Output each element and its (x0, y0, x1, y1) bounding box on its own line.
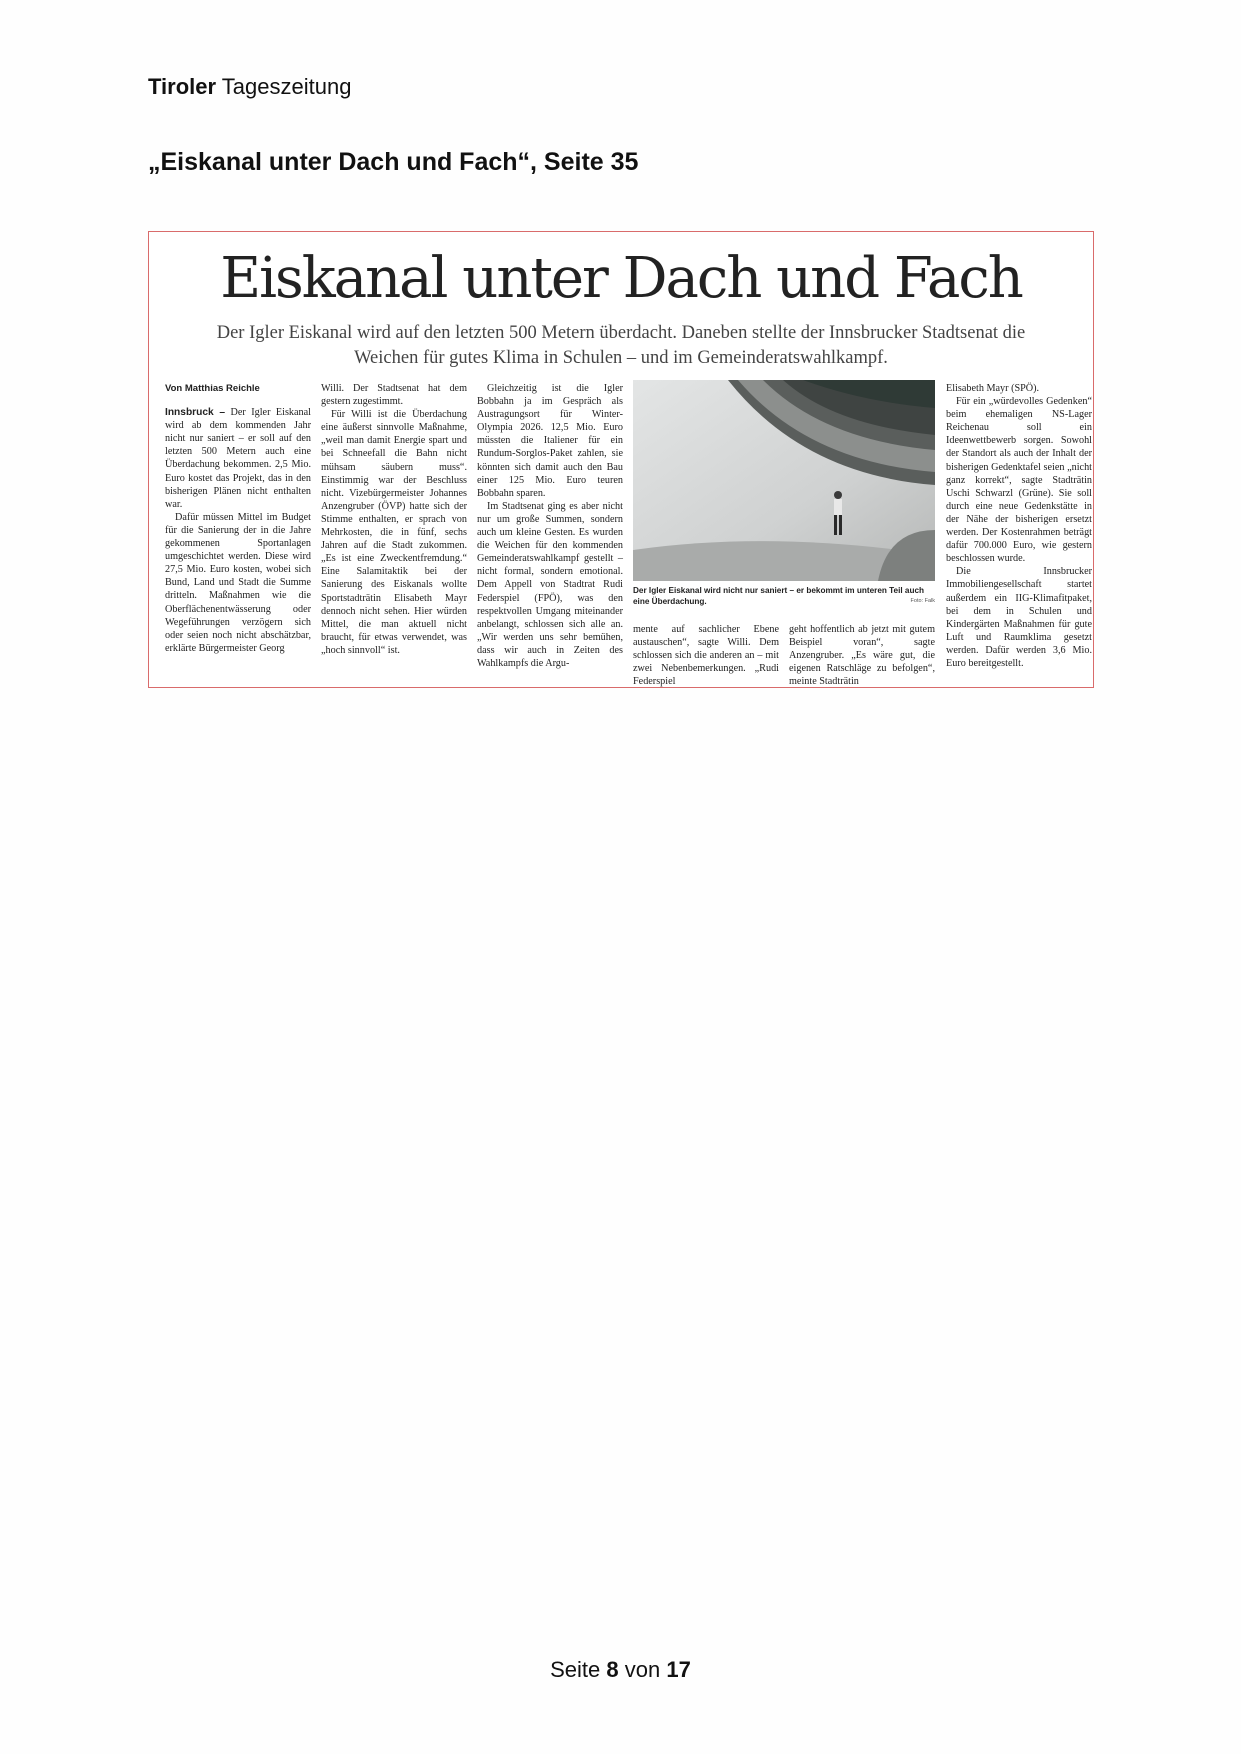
article-column-3 (477, 382, 623, 670)
article-paragraph: mente auf sachlicher Ebene austauschen“, sagte Willi. Dem schlossen sich die anderen an – mit zwei Nebenbemerkungen. „Rudi Federspiel (633, 624, 779, 688)
article-paragraph: Für ein „würdevolles Gedenken“ beim ehemaligen NS-Lager Reichenau soll ein Ideenwettbewerb sorgen. Sowohl der Standort als auch der Inhalt der bisherigen Gedenktafel seien „nicht ganz korrekt“, sagte Stadträtin Uschi Schwarzl (Grüne). Sie soll durch eine neue Gedenkstätte in der Nähe der bisherigen ersetzt werden. Der Kostenrahmen beträgt dafür 700.000 Euro, wie gestern beschlossen wurde. (946, 396, 1092, 565)
article-paragraph: Die Innsbrucker Immobiliengesellschaft startet außerdem ein IIG-Klimafitpaket, bei dem in Schulen und Kindergärten Maßnahmen für gute Luft und Raumklima gesetzt werden. Dafür werden 3,6 Mio. Euro bereitgestellt. (946, 566, 1092, 669)
photo-illustration (633, 380, 935, 581)
bobsleigh-track-photo (633, 380, 935, 581)
article-column-6 (946, 382, 1092, 670)
photo-caption-text: Der Igler Eiskanal wird nicht nur saniert – er bekommt im unteren Teil auch eine Überdachung. (633, 586, 925, 606)
total-pages: 17 (666, 1657, 691, 1682)
newspaper-clipping (148, 231, 1094, 688)
article-reference: „Eiskanal unter Dach und Fach“, Seite 35 (148, 148, 639, 176)
byline: Von Matthias Reichle (165, 383, 260, 394)
article-paragraph: Dafür müssen Mittel im Budget für die Sanierung der in die Jahre gekommenen Sportanlagen umgeschichtet werden. Diese wird 27,5 Mio. Euro kosten, wobei sich Bund, Land und Stadt die Summe dritteln. Maßnahmen wie die Oberflächenentwässerung oder Wegeführungen verzögern sich oder seien noch nicht abschätzbar, erklärte Bürgermeister Georg (165, 511, 311, 654)
article-headline: Eiskanal unter Dach und Fach (220, 246, 1022, 311)
dateline: Innsbruck – (165, 407, 226, 419)
current-page: 8 (606, 1657, 619, 1682)
article-paragraph: Willi. Der Stadtsenat hat dem gestern zugestimmt. (321, 383, 467, 408)
article-column-1 (165, 382, 311, 655)
page-number (0, 1657, 1241, 1683)
paragraph-text: Der Igler Eiskanal wird ab dem kommenden Jahr nicht nur saniert – er soll auf den letzten 500 Metern auch eine Überdachung bekommen. 2,5 Mio. Euro kostet das Projekt, das in den bisherigen Plänen nicht enthalten war. (165, 407, 311, 510)
photo-caption (633, 585, 935, 607)
publication-name (148, 74, 351, 100)
article-paragraph: geht hoffentlich ab jetzt mit gutem Beispiel voran“, sagte Anzengruber. „Es wäre gut, die eigenen Ratschläge zu befolgen“, meinte Stadträtin (789, 624, 935, 688)
article-paragraph: Im Stadtsenat ging es aber nicht nur um große Summen, sondern auch um kleine Gesten. Es wurden die Weichen für den kommenden Gemeinderatswahlkampf gestellt – nicht formal, sondern emotional. Dem Appell von Stadtrat Rudi Federspiel (FPÖ), was den respektvollen Umgang miteinander anbelangt, schlossen sich alle an. „Wir werden uns sehr bemühen, dass wir auch in Zeiten des Wahlkampfs die Argu- (477, 500, 623, 669)
article-paragraph: Elisabeth Mayr (SPÖ). (946, 383, 1040, 394)
page-number-middle: von (624, 1657, 661, 1682)
article-column-2 (321, 382, 467, 657)
publication-name-bold: Tiroler (148, 74, 217, 99)
article-paragraph: Für Willi ist die Überdachung eine äußerst sinnvolle Maßnahme, „weil man damit Energie spart und bei Schneefall die Bahn nicht mühsam säubern muss“. Einstimmig war der Beschluss nicht. Vizebürgermeister Johannes Anzengruber (ÖVP) hatte sich der Stimme enthalten, er sprach von Mehrkosten, die in fünf, sechs Jahren auf die Stadt zukommen. „Es ist eine Zweckentfremdung.“ Eine Salamitaktik bei der Sanierung des Eiskanals wollte Sportstadträtin Elisabeth Mayr dennoch nicht sehen. Hier würden Mittel, die man aktuell nicht braucht, für etwas verwendet, was „hoch sinnvoll“ ist. (321, 409, 467, 656)
article-subhead: Der Igler Eiskanal wird auf den letzten 500 Metern überdacht. Daneben stellte der Innsbrucker Stadtsenat die Weichen für gutes Klima in Schulen – und im Gemeinderatswahlkampf. (216, 323, 1026, 368)
article-paragraph: Gleichzeitig ist die Igler Bobbahn ja im Gespräch als Austragungsort für Winter-Olympia 2026. 12,5 Mio. Euro müssten die Italiener für ein Rundum-Sorglos-Paket zahlen, sie könnten sich damit auch den Bau einer 125 Mio. Euro teuren Bobbahn sparen. (477, 383, 623, 499)
article-paragraph (165, 406, 311, 511)
page-number-prefix: Seite (550, 1657, 601, 1682)
publication-name-rest: Tageszeitung (221, 74, 352, 99)
photo-credit: Foto: Falk (910, 598, 935, 604)
article-column-4 (633, 623, 779, 688)
article-column-5 (789, 623, 935, 688)
